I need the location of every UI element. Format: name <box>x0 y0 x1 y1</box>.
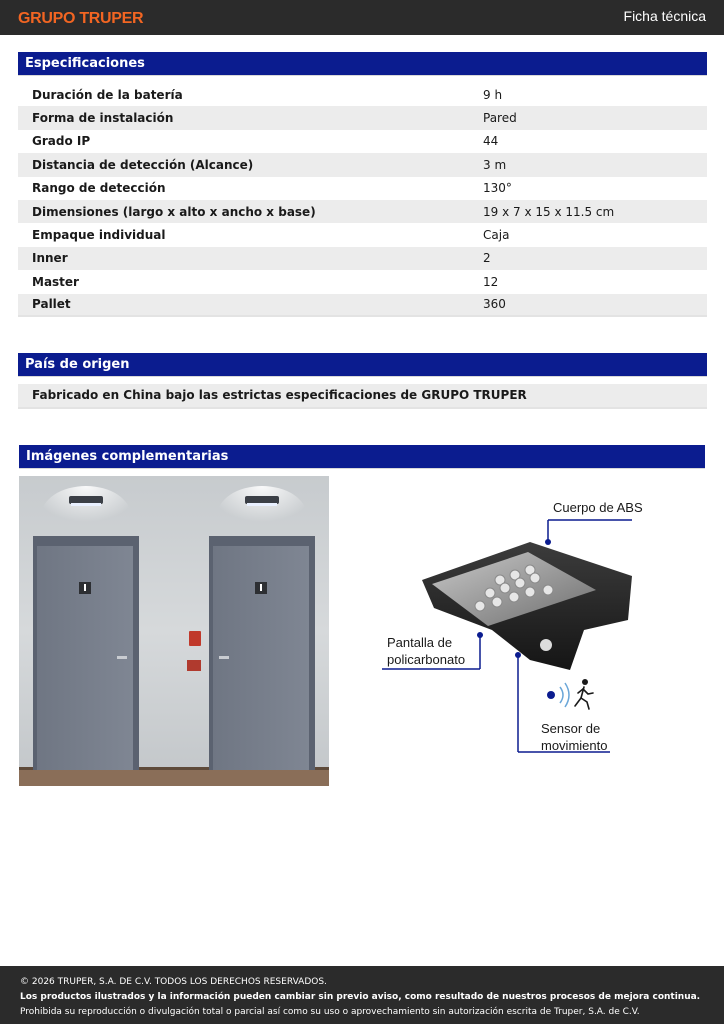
callout-sensor-line2: movimiento <box>541 738 608 753</box>
spec-label: Pallet <box>32 297 71 312</box>
spec-label: Dimensiones (largo x alto x ancho x base) <box>32 204 316 219</box>
spec-row <box>18 177 707 200</box>
top-bar <box>0 0 724 35</box>
spec-row <box>18 130 707 153</box>
origin-header: País de origen <box>18 353 707 377</box>
spec-value: 360 <box>483 297 506 312</box>
spec-value: 44 <box>483 134 499 149</box>
spec-label: Duración de la batería <box>32 87 183 102</box>
document-type-label: Ficha técnica <box>623 8 706 24</box>
footer <box>0 966 724 1024</box>
spec-row <box>18 247 707 270</box>
footer-legal: Prohibida su reproducción o divulgación total o parcial así como su uso o aprovechamiento sin autorización escrita de Truper, S.A. de C.V. <box>20 1007 640 1017</box>
spec-value: 12 <box>483 274 499 289</box>
spec-row <box>18 153 707 176</box>
spec-label: Grado IP <box>32 134 91 149</box>
brand-logo: GRUPO TRUPER <box>18 10 144 27</box>
spec-row <box>18 200 707 223</box>
spec-row <box>18 106 707 129</box>
spec-value: 19 x 7 x 15 x 11.5 cm <box>483 204 615 219</box>
callout-panel-line1: Pantalla de <box>387 635 453 650</box>
spec-value: 9 h <box>483 87 503 102</box>
spec-label: Empaque individual <box>32 228 166 243</box>
spec-row <box>18 270 707 293</box>
specifications-header: Especificaciones <box>18 52 707 76</box>
spec-value: 130° <box>483 181 512 196</box>
installation-photo <box>19 476 329 786</box>
spec-value: 3 m <box>483 157 507 172</box>
callout-panel-line2: policarbonato <box>387 652 466 667</box>
images-header: Imágenes complementarias <box>19 445 705 469</box>
spec-row <box>18 294 707 317</box>
spec-label: Inner <box>32 251 68 266</box>
specifications-table <box>18 83 707 317</box>
spec-label: Master <box>32 274 79 289</box>
callout-sensor-line1: Sensor de <box>541 721 601 736</box>
callout-body: Cuerpo de ABS <box>553 500 643 515</box>
spec-label: Distancia de detección (Alcance) <box>32 157 254 172</box>
origin-text: Fabricado en China bajo las estrictas especificaciones de GRUPO TRUPER <box>18 384 707 409</box>
spec-value: Caja <box>483 228 510 243</box>
spec-label: Forma de instalación <box>32 111 174 126</box>
spec-label: Rango de detección <box>32 181 166 196</box>
footer-copyright: © 2026 TRUPER, S.A. DE C.V. TODOS LOS DERECHOS RESERVADOS. <box>20 977 327 987</box>
walking-person-icon <box>575 679 593 709</box>
spec-row <box>18 83 707 106</box>
spec-row <box>18 223 707 246</box>
spec-value: 2 <box>483 251 491 266</box>
footer-notice: Los productos ilustrados y la información pueden cambiar sin previo aviso, como resultado de nuestros procesos de mejora continua. <box>20 992 701 1002</box>
product-diagram <box>370 480 670 780</box>
spec-value: Pared <box>483 111 517 126</box>
